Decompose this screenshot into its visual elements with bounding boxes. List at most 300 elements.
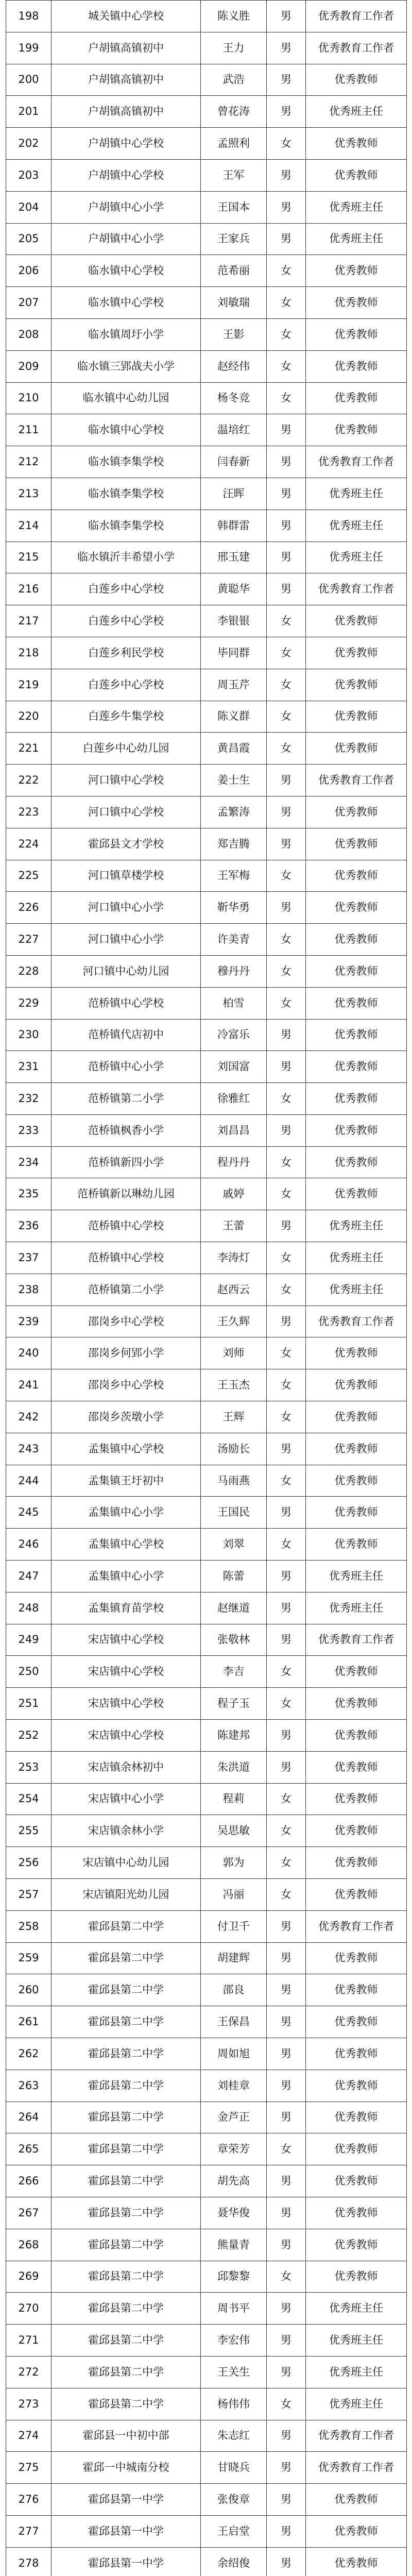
gender-cell: 男 [267, 191, 306, 223]
table-row [6, 1337, 407, 1369]
person-name-cell: 郑吉腾 [201, 828, 267, 860]
person-name-cell: 余绍俊 [201, 2547, 267, 2576]
gender-cell: 女 [267, 701, 306, 733]
school-name-cell: 霍邱县第二中学 [52, 1910, 201, 1942]
honor-title-cell: 优秀班主任 [306, 1592, 407, 1624]
gender-cell: 男 [267, 828, 306, 860]
honor-title-cell: 优秀教育工作者 [306, 1306, 407, 1337]
row-number-cell: 236 [6, 1210, 52, 1242]
table-row [6, 2484, 407, 2516]
row-number-cell: 238 [6, 1274, 52, 1306]
person-name-cell: 闫春新 [201, 446, 267, 478]
person-name-cell: 武浩 [201, 64, 267, 96]
school-name-cell: 户胡镇中心学校 [52, 128, 201, 160]
gender-cell: 男 [267, 1497, 306, 1529]
honor-title-cell: 优秀教师 [306, 1815, 407, 1847]
person-name-cell: 刘翠 [201, 1529, 267, 1561]
school-name-cell: 霍邱县第二中学 [52, 2229, 201, 2261]
row-number-cell: 258 [6, 1910, 52, 1942]
gender-cell: 男 [267, 2420, 306, 2452]
school-name-cell: 宋店镇阳光幼儿园 [52, 1879, 201, 1911]
school-name-cell: 范桥镇新四小学 [52, 1146, 201, 1178]
row-number-cell: 233 [6, 1114, 52, 1146]
honor-title-cell: 优秀教师 [306, 1847, 407, 1879]
table-row [6, 701, 407, 733]
school-name-cell: 孟集镇中心学校 [52, 1433, 201, 1465]
row-number-cell: 241 [6, 1369, 52, 1401]
school-name-cell: 邵岗乡茨墩小学 [52, 1401, 201, 1433]
school-name-cell: 户胡镇中心学校 [52, 159, 201, 191]
honor-title-cell: 优秀班主任 [306, 510, 407, 541]
row-number-cell: 228 [6, 955, 52, 987]
person-name-cell: 毕同群 [201, 637, 267, 669]
school-name-cell: 临水镇周圩小学 [52, 318, 201, 350]
honor-title-cell: 优秀教师 [306, 955, 407, 987]
gender-cell: 男 [267, 1942, 306, 1974]
person-name-cell: 周书平 [201, 2293, 267, 2325]
school-name-cell: 孟集镇中心小学 [52, 1561, 201, 1592]
row-number-cell: 266 [6, 2165, 52, 2197]
honor-title-cell: 优秀教师 [306, 1083, 407, 1115]
school-name-cell: 霍邱县第二中学 [52, 1942, 201, 1974]
person-name-cell: 黄昌霞 [201, 733, 267, 765]
person-name-cell: 周玉芹 [201, 669, 267, 701]
school-name-cell: 范桥镇第二小学 [52, 1083, 201, 1115]
gender-cell: 女 [267, 2388, 306, 2420]
honor-title-cell: 优秀教师 [306, 701, 407, 733]
honor-title-cell: 优秀教师 [306, 1942, 407, 1974]
gender-cell: 男 [267, 2547, 306, 2576]
honor-title-cell: 优秀班主任 [306, 1242, 407, 1274]
person-name-cell: 刘昌昌 [201, 1114, 267, 1146]
row-number-cell: 201 [6, 96, 52, 128]
school-name-cell: 霍邱县第二中学 [52, 2197, 201, 2229]
school-name-cell: 霍邱县第二中学 [52, 2356, 201, 2388]
school-name-cell: 霍邱县第二中学 [52, 1974, 201, 2006]
gender-cell: 女 [267, 1656, 306, 1688]
table-row [6, 2006, 407, 2038]
table-row [6, 1688, 407, 1720]
honor-title-cell: 优秀班主任 [306, 96, 407, 128]
gender-cell: 女 [267, 1529, 306, 1561]
table-row [6, 733, 407, 765]
row-number-cell: 246 [6, 1529, 52, 1561]
gender-cell: 男 [267, 2006, 306, 2038]
person-name-cell: 靳华勇 [201, 892, 267, 924]
person-name-cell: 王军 [201, 159, 267, 191]
school-name-cell: 邵岗乡何郢小学 [52, 1337, 201, 1369]
school-name-cell: 宋店镇中心学校 [52, 1688, 201, 1720]
row-number-cell: 203 [6, 159, 52, 191]
school-name-cell: 户胡镇高镇初中 [52, 32, 201, 64]
row-number-cell: 268 [6, 2229, 52, 2261]
honor-title-cell: 优秀教育工作者 [306, 765, 407, 796]
gender-cell: 男 [267, 1, 306, 32]
person-name-cell: 刘敏瑞 [201, 287, 267, 319]
honor-title-cell: 优秀教育工作者 [306, 2452, 407, 2484]
school-name-cell: 白莲乡利民学校 [52, 637, 201, 669]
gender-cell: 女 [267, 860, 306, 892]
gender-cell: 男 [267, 2356, 306, 2388]
row-number-cell: 235 [6, 1178, 52, 1210]
school-name-cell: 户胡镇高镇初中 [52, 96, 201, 128]
honor-title-cell: 优秀教师 [306, 1019, 407, 1051]
honor-title-cell: 优秀教师 [306, 2197, 407, 2229]
honor-title-cell: 优秀教师 [306, 1688, 407, 1720]
table-row [6, 2133, 407, 2165]
school-name-cell: 白莲乡中心幼儿园 [52, 733, 201, 765]
school-name-cell: 河口镇中心小学 [52, 892, 201, 924]
school-name-cell: 河口镇中心小学 [52, 924, 201, 956]
school-name-cell: 临水镇李集学校 [52, 446, 201, 478]
person-name-cell: 陈义群 [201, 701, 267, 733]
person-name-cell: 王辉 [201, 1401, 267, 1433]
row-number-cell: 270 [6, 2293, 52, 2325]
table-row [6, 1083, 407, 1115]
school-name-cell: 临水镇中心学校 [52, 287, 201, 319]
person-name-cell: 徐雅红 [201, 1083, 267, 1115]
school-name-cell: 霍邱一中城南分校 [52, 2452, 201, 2484]
school-name-cell: 范桥镇枫香小学 [52, 1114, 201, 1146]
school-name-cell: 霍邱县第一中学 [52, 2515, 201, 2547]
honor-title-cell: 优秀教师 [306, 2261, 407, 2293]
honor-title-cell: 优秀班主任 [306, 1210, 407, 1242]
row-number-cell: 263 [6, 2070, 52, 2102]
gender-cell: 女 [267, 605, 306, 637]
gender-cell: 女 [267, 255, 306, 287]
honor-title-cell: 优秀班主任 [306, 191, 407, 223]
person-name-cell: 孟照利 [201, 128, 267, 160]
honor-title-cell: 优秀教师 [306, 1433, 407, 1465]
person-name-cell: 汪晖 [201, 478, 267, 510]
honor-title-cell: 优秀教师 [306, 2547, 407, 2576]
gender-cell: 女 [267, 733, 306, 765]
gender-cell: 男 [267, 64, 306, 96]
gender-cell: 女 [267, 1847, 306, 1879]
person-name-cell: 范希丽 [201, 255, 267, 287]
gender-cell: 男 [267, 541, 306, 573]
school-name-cell: 霍邱县第二中学 [52, 2070, 201, 2102]
school-name-cell: 城关镇中心学校 [52, 1, 201, 32]
table-row [6, 1401, 407, 1433]
table-row [6, 1561, 407, 1592]
gender-cell: 男 [267, 573, 306, 605]
table-row [6, 860, 407, 892]
honor-title-cell: 优秀教师 [306, 733, 407, 765]
row-number-cell: 254 [6, 1783, 52, 1815]
row-number-cell: 223 [6, 796, 52, 828]
school-name-cell: 孟集镇中心小学 [52, 1497, 201, 1529]
row-number-cell: 213 [6, 478, 52, 510]
table-row [6, 1, 407, 32]
honor-title-cell: 优秀教师 [306, 1497, 407, 1529]
person-name-cell: 刘桂章 [201, 2070, 267, 2102]
person-name-cell: 孟繁涛 [201, 796, 267, 828]
table-row [6, 1656, 407, 1688]
row-number-cell: 248 [6, 1592, 52, 1624]
table-row [6, 2261, 407, 2293]
honor-title-cell: 优秀教师 [306, 2102, 407, 2133]
gender-cell: 女 [267, 1401, 306, 1433]
table-row [6, 1274, 407, 1306]
row-number-cell: 255 [6, 1815, 52, 1847]
table-row [6, 828, 407, 860]
gender-cell: 男 [267, 478, 306, 510]
row-number-cell: 227 [6, 924, 52, 956]
table-row [6, 2356, 407, 2388]
table-row [6, 1783, 407, 1815]
school-name-cell: 河口镇中心幼儿园 [52, 955, 201, 987]
gender-cell: 男 [267, 510, 306, 541]
row-number-cell: 237 [6, 1242, 52, 1274]
row-number-cell: 239 [6, 1306, 52, 1337]
row-number-cell: 271 [6, 2325, 52, 2357]
gender-cell: 女 [267, 1815, 306, 1847]
honor-title-cell: 优秀班主任 [306, 2388, 407, 2420]
roster-body [6, 1, 407, 2576]
table-row [6, 796, 407, 828]
person-name-cell: 冯丽 [201, 1879, 267, 1911]
honor-title-cell: 优秀教师 [306, 414, 407, 446]
honor-title-cell: 优秀教师 [306, 1369, 407, 1401]
gender-cell: 女 [267, 1369, 306, 1401]
row-number-cell: 273 [6, 2388, 52, 2420]
gender-cell: 男 [267, 446, 306, 478]
gender-cell: 女 [267, 382, 306, 414]
person-name-cell: 金芦正 [201, 2102, 267, 2133]
honor-title-cell: 优秀教师 [306, 287, 407, 319]
school-name-cell: 临水镇中心学校 [52, 255, 201, 287]
school-name-cell: 范桥镇代店初中 [52, 1019, 201, 1051]
honor-title-cell: 优秀教育工作者 [306, 1910, 407, 1942]
row-number-cell: 231 [6, 1051, 52, 1083]
row-number-cell: 265 [6, 2133, 52, 2165]
table-row [6, 350, 407, 382]
gender-cell: 男 [267, 796, 306, 828]
honor-title-cell: 优秀班主任 [306, 541, 407, 573]
honor-title-cell: 优秀教师 [306, 350, 407, 382]
table-row [6, 2165, 407, 2197]
school-name-cell: 临水镇李集学校 [52, 478, 201, 510]
row-number-cell: 225 [6, 860, 52, 892]
table-row [6, 1720, 407, 1752]
honor-title-cell: 优秀班主任 [306, 223, 407, 255]
gender-cell: 男 [267, 223, 306, 255]
table-row [6, 987, 407, 1019]
school-name-cell: 孟集镇王圩初中 [52, 1465, 201, 1497]
row-number-cell: 262 [6, 2038, 52, 2070]
person-name-cell: 陈建邦 [201, 1720, 267, 1752]
school-name-cell: 宋店镇中心幼儿园 [52, 1847, 201, 1879]
school-name-cell: 临水镇中心学校 [52, 414, 201, 446]
row-number-cell: 204 [6, 191, 52, 223]
gender-cell: 男 [267, 1720, 306, 1752]
table-row [6, 892, 407, 924]
school-name-cell: 宋店镇中心学校 [52, 1720, 201, 1752]
school-name-cell: 霍邱县第一中学 [52, 2484, 201, 2516]
school-name-cell: 霍邱县第二中学 [52, 2133, 201, 2165]
honor-title-cell: 优秀教师 [306, 1146, 407, 1178]
table-row [6, 924, 407, 956]
row-number-cell: 217 [6, 605, 52, 637]
person-name-cell: 熊量青 [201, 2229, 267, 2261]
person-name-cell: 王保昌 [201, 2006, 267, 2038]
row-number-cell: 264 [6, 2102, 52, 2133]
school-name-cell: 范桥镇中心小学 [52, 1051, 201, 1083]
person-name-cell: 邢玉建 [201, 541, 267, 573]
gender-cell: 男 [267, 1051, 306, 1083]
honor-title-cell: 优秀教师 [306, 1751, 407, 1783]
table-row [6, 2038, 407, 2070]
person-name-cell: 王国本 [201, 191, 267, 223]
gender-cell: 女 [267, 669, 306, 701]
table-row [6, 1306, 407, 1337]
table-row [6, 1242, 407, 1274]
gender-cell: 男 [267, 892, 306, 924]
gender-cell: 男 [267, 1306, 306, 1337]
person-name-cell: 王影 [201, 318, 267, 350]
school-name-cell: 霍邱县第二中学 [52, 2325, 201, 2357]
school-name-cell: 孟集镇中心学校 [52, 1529, 201, 1561]
school-name-cell: 临水镇三郢战夫小学 [52, 350, 201, 382]
gender-cell: 男 [267, 765, 306, 796]
table-row [6, 1497, 407, 1529]
honor-title-cell: 优秀教师 [306, 318, 407, 350]
gender-cell: 男 [267, 2515, 306, 2547]
school-name-cell: 宋店镇中心学校 [52, 1624, 201, 1656]
school-name-cell: 霍邱县第二中学 [52, 2261, 201, 2293]
table-row [6, 1465, 407, 1497]
row-number-cell: 244 [6, 1465, 52, 1497]
row-number-cell: 226 [6, 892, 52, 924]
honor-title-cell: 优秀教师 [306, 1529, 407, 1561]
person-name-cell: 刘师 [201, 1337, 267, 1369]
row-number-cell: 252 [6, 1720, 52, 1752]
person-name-cell: 穆丹丹 [201, 955, 267, 987]
row-number-cell: 250 [6, 1656, 52, 1688]
honor-title-cell: 优秀教师 [306, 1401, 407, 1433]
school-name-cell: 白莲乡牛集学校 [52, 701, 201, 733]
school-name-cell: 河口镇中心学校 [52, 765, 201, 796]
table-row [6, 191, 407, 223]
row-number-cell: 212 [6, 446, 52, 478]
person-name-cell: 杨冬竞 [201, 382, 267, 414]
gender-cell: 男 [267, 2070, 306, 2102]
row-number-cell: 219 [6, 669, 52, 701]
school-name-cell: 霍邱县一中初中部 [52, 2420, 201, 2452]
gender-cell: 男 [267, 2038, 306, 2070]
honor-roster-table [6, 0, 407, 2576]
person-name-cell: 王蕾 [201, 1210, 267, 1242]
person-name-cell: 汤励长 [201, 1433, 267, 1465]
gender-cell: 女 [267, 987, 306, 1019]
honor-title-cell: 优秀教育工作者 [306, 1624, 407, 1656]
school-name-cell: 霍邱县第二中学 [52, 2038, 201, 2070]
gender-cell: 男 [267, 2229, 306, 2261]
row-number-cell: 234 [6, 1146, 52, 1178]
table-row [6, 2102, 407, 2133]
honor-title-cell: 优秀教育工作者 [306, 446, 407, 478]
school-name-cell: 河口镇草楼学校 [52, 860, 201, 892]
row-number-cell: 215 [6, 541, 52, 573]
row-number-cell: 210 [6, 382, 52, 414]
person-name-cell: 赵西云 [201, 1274, 267, 1306]
honor-title-cell: 优秀教育工作者 [306, 2420, 407, 2452]
honor-title-cell: 优秀教师 [306, 382, 407, 414]
person-name-cell: 朱志红 [201, 2420, 267, 2452]
table-row [6, 1974, 407, 2006]
honor-title-cell: 优秀教师 [306, 2070, 407, 2102]
honor-title-cell: 优秀教师 [306, 2229, 407, 2261]
row-number-cell: 276 [6, 2484, 52, 2516]
row-number-cell: 211 [6, 414, 52, 446]
honor-title-cell: 优秀教师 [306, 2038, 407, 2070]
honor-title-cell: 优秀教育工作者 [306, 573, 407, 605]
gender-cell: 女 [267, 1242, 306, 1274]
table-row [6, 765, 407, 796]
table-row [6, 637, 407, 669]
gender-cell: 女 [267, 637, 306, 669]
table-row [6, 159, 407, 191]
school-name-cell: 河口镇中心学校 [52, 796, 201, 828]
gender-cell: 男 [267, 159, 306, 191]
gender-cell: 女 [267, 287, 306, 319]
table-row [6, 223, 407, 255]
gender-cell: 女 [267, 128, 306, 160]
person-name-cell: 程丹丹 [201, 1146, 267, 1178]
gender-cell: 女 [267, 1178, 306, 1210]
gender-cell: 男 [267, 96, 306, 128]
row-number-cell: 218 [6, 637, 52, 669]
row-number-cell: 207 [6, 287, 52, 319]
honor-title-cell: 优秀班主任 [306, 1274, 407, 1306]
honor-title-cell: 优秀班主任 [306, 2293, 407, 2325]
row-number-cell: 243 [6, 1433, 52, 1465]
table-row [6, 478, 407, 510]
person-name-cell: 李银银 [201, 605, 267, 637]
gender-cell: 女 [267, 318, 306, 350]
person-name-cell: 王关生 [201, 2356, 267, 2388]
row-number-cell: 221 [6, 733, 52, 765]
table-row [6, 382, 407, 414]
row-number-cell: 277 [6, 2515, 52, 2547]
table-row [6, 2229, 407, 2261]
table-row [6, 414, 407, 446]
row-number-cell: 242 [6, 1401, 52, 1433]
person-name-cell: 杨伟伟 [201, 2388, 267, 2420]
row-number-cell: 259 [6, 1942, 52, 1974]
row-number-cell: 220 [6, 701, 52, 733]
table-row [6, 669, 407, 701]
table-row [6, 1751, 407, 1783]
table-row [6, 1910, 407, 1942]
school-name-cell: 霍邱县第二中学 [52, 2006, 201, 2038]
school-name-cell: 宋店镇余林小学 [52, 1815, 201, 1847]
school-name-cell: 白莲乡中心学校 [52, 605, 201, 637]
table-row [6, 1178, 407, 1210]
honor-title-cell: 优秀教师 [306, 2006, 407, 2038]
row-number-cell: 232 [6, 1083, 52, 1115]
person-name-cell: 王军梅 [201, 860, 267, 892]
person-name-cell: 李宏伟 [201, 2325, 267, 2357]
school-name-cell: 户胡镇中心小学 [52, 191, 201, 223]
person-name-cell: 冷富乐 [201, 1019, 267, 1051]
row-number-cell: 272 [6, 2356, 52, 2388]
gender-cell: 男 [267, 1433, 306, 1465]
school-name-cell: 霍邱县第二中学 [52, 2388, 201, 2420]
gender-cell: 男 [267, 1910, 306, 1942]
school-name-cell: 范桥镇中心学校 [52, 987, 201, 1019]
